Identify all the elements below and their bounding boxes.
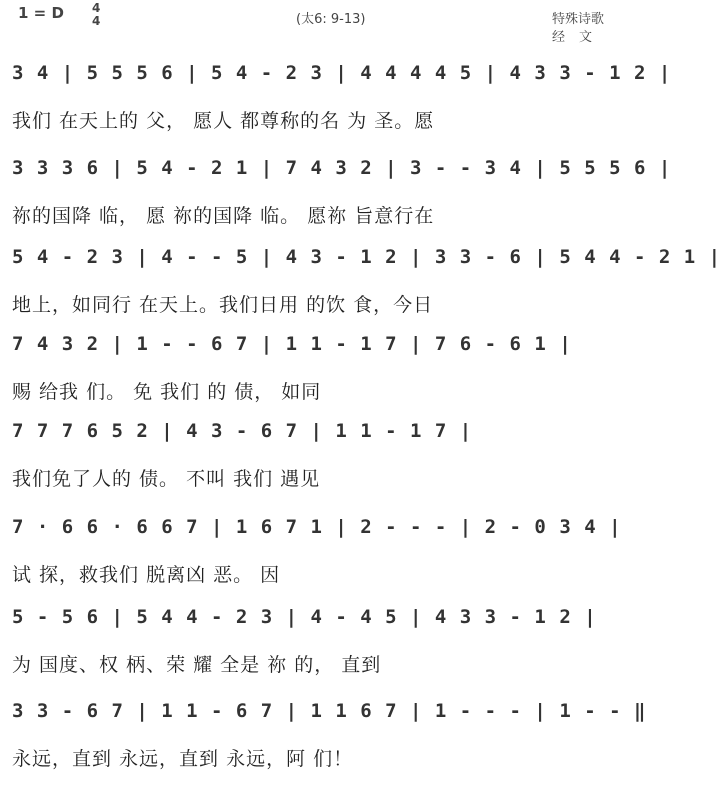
notation-line: 5 - 5 6 | 5 4 4 - 2 3 | 4 - 4 5 | 4 3 3 - 1 2 | (12, 606, 597, 628)
lyrics-line: 赐 给我 们。 免 我们 的 债， 如同 (12, 381, 322, 403)
notation-line: 7 4 3 2 | 1 - - 6 7 | 1 1 - 1 7 | 7 6 - 6 1 | (12, 333, 572, 355)
time-signature (92, 2, 100, 28)
notation-line: 5 4 - 2 3 | 4 - - 5 | 4 3 - 1 2 | 3 3 - 6 | 5 4 4 - 2 1 | (12, 246, 721, 268)
notation-line: 3 4 | 5 5 5 6 | 5 4 - 2 3 | 4 4 4 4 5 | 4 3 3 - 1 2 | (12, 62, 672, 84)
notation-line: 7 7 7 6 5 2 | 4 3 - 6 7 | 1 1 - 1 7 | (12, 420, 473, 442)
notation-line: 3 3 - 6 7 | 1 1 - 6 7 | 1 1 6 7 | 1 - - - | 1 - - ‖ (12, 700, 647, 722)
music-system (12, 62, 672, 133)
lyrics-line: 我们 在天上的 父， 愿人 都尊称的名 为 圣。愿 (12, 110, 435, 132)
key-signature: 1 = D (18, 4, 64, 22)
lyrics-line: 祢的国降 临， 愿 祢的国降 临。 愿祢 旨意行在 (12, 205, 435, 227)
lyrics-line: 为 国度、权 柄、荣 耀 全是 祢 的， 直到 (12, 654, 382, 676)
meter-bottom: 4 (92, 14, 101, 28)
music-system (12, 700, 647, 771)
notation-line: 3 3 3 6 | 5 4 - 2 1 | 7 4 3 2 | 3 - - 3 4 | 5 5 5 6 | (12, 157, 672, 179)
music-system (12, 246, 721, 317)
lyrics-line: 地上，如同行 在天上。我们日用 的饮 食，今日 (12, 294, 434, 316)
music-system (12, 333, 622, 404)
lyrics-line: 我们免了人的 债。 不叫 我们 遇见 (12, 468, 321, 490)
music-system (12, 516, 622, 587)
lyrics-line: 永远，直到 永远，直到 永远，阿 们！ (12, 748, 354, 770)
source-reference: (太6: 9-13) (296, 12, 366, 27)
notation-line: 7 · 6 6 · 6 6 7 | 1 6 7 1 | 2 - - - | 2 - 0 3 4 | (12, 516, 622, 538)
music-system (12, 420, 622, 491)
lyrics-source: 经文 (552, 30, 607, 45)
song-category: 特殊诗歌 (552, 12, 605, 27)
lyrics-line: 试 探，救我们 脱离凶 恶。 因 (12, 564, 281, 586)
music-system (12, 157, 672, 228)
meter-top: 4 (92, 1, 101, 15)
music-system (12, 606, 622, 677)
